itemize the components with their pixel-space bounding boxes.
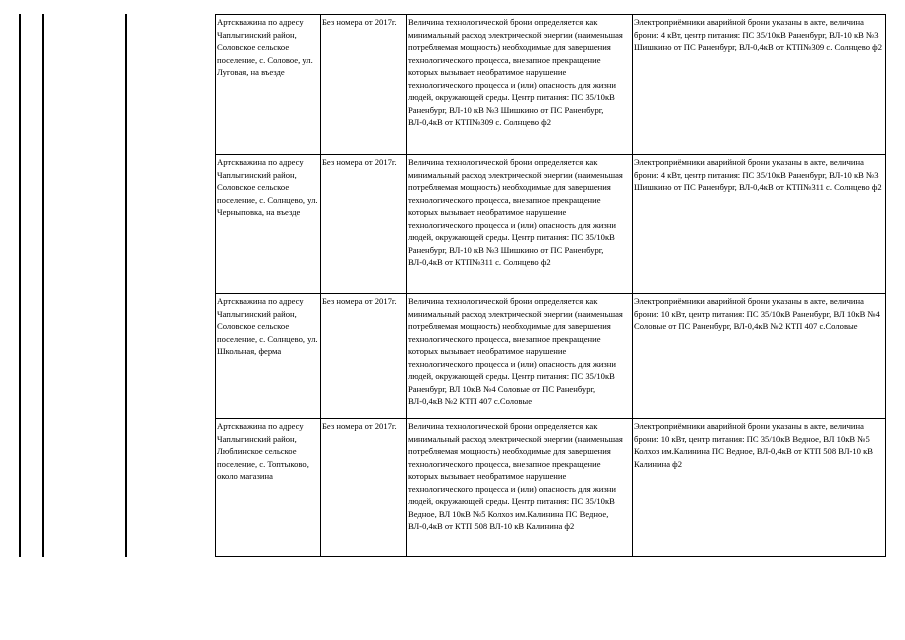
table-row (216, 294, 886, 419)
address-cell: Артскважина по адресу Чаплыгинский район, Люблинское сельское поселение, с. Топтыково, около магазина (216, 419, 321, 557)
address-cell: Артскважина по адресу Чаплыгинский район, Соловское сельское поселение, с. Солнцево, ул. Черныповка, на въезде (216, 155, 321, 294)
description-cell: Величина технологической брони определяется как минимальный расход электрической энергии (наименьшая потребляемая мощность) необходимые для завершения технологического процесса, внезапное прекращение которых вызывает необратимое нарушение технологического процесса и (или) опасность для жизни людей, окружающей среды. Центр питания: ПС 35/10кВ Раненбург, ВЛ-10 кВ №3 Шишкино от ПС Раненбург, ВЛ-0,4кВ от КТП№311 с. Солнцево ф2 (407, 155, 633, 294)
number-cell: Без номера от 2017г. (321, 294, 407, 419)
description-cell: Величина технологической брони определяется как минимальный расход электрической энергии (наименьшая потребляемая мощность) необходимые для завершения технологического процесса, внезапное прекращение которых вызывает необратимое нарушение технологического процесса и (или) опасность для жизни людей, окружающей среды. Центр питания: ПС 35/10кВ Ведное, ВЛ 10кВ №5 Колхоз им.Калинина ПС Ведное, ВЛ-0,4кВ от КТП 508 ВЛ-10 кВ Калинина ф2 (407, 419, 633, 557)
note-cell: Электроприёмники аварийной брони указаны в акте, величина брони: 10 кВт, центр питания: ПС 35/10кВ Ведное, ВЛ 10кВ №5 Колхоз им.Калинина ПС Ведное, ВЛ-0,4кВ от КТП 508 ВЛ-10 кВ Калинина ф2 (633, 419, 886, 557)
number-cell: Без номера от 2017г. (321, 419, 407, 557)
table-row (216, 419, 886, 557)
left-border-line-2 (42, 14, 44, 557)
description-cell: Величина технологической брони определяется как минимальный расход электрической энергии (наименьшая потребляемая мощность) необходимые для завершения технологического процесса, внезапное прекращение которых вызывает необратимое нарушение технологического процесса и (или) опасность для жизни людей, окружающей среды. Центр питания: ПС 35/10кВ Раненбург, ВЛ 10кВ №4 Соловые от ПС Раненбург, ВЛ-0,4кВ №2 КТП 407 с.Соловые (407, 294, 633, 419)
address-cell: Артскважина по адресу Чаплыгинский район, Соловское сельское поселение, с. Соловое, ул. Луговая, на въезде (216, 15, 321, 155)
note-cell: Электроприёмники аварийной брони указаны в акте, величина брони: 4 кВт, центр питания: ПС 35/10кВ Раненбург, ВЛ-10 кВ №3 Шишкино от ПС Раненбург, ВЛ-0,4кВ от КТП№311 с. Солнцево ф2 (633, 155, 886, 294)
table-row (216, 155, 886, 294)
number-cell: Без номера от 2017г. (321, 155, 407, 294)
note-cell: Электроприёмники аварийной брони указаны в акте, величина брони: 4 кВт, центр питания: ПС 35/10кВ Раненбург, ВЛ-10 кВ №3 Шишкино от ПС Раненбург, ВЛ-0,4кВ от КТП№309 с. Солнцево ф2 (633, 15, 886, 155)
reserve-table (215, 14, 886, 557)
left-border-line-1 (19, 14, 21, 557)
left-border-line-3 (125, 14, 127, 557)
table-row (216, 15, 886, 155)
description-cell: Величина технологической брони определяется как минимальный расход электрической энергии (наименьшая потребляемая мощность) необходимые для завершения технологического процесса, внезапное прекращение которых вызывает необратимое нарушение технологического процесса и (или) опасность для жизни людей, окружающей среды. Центр питания: ПС 35/10кВ Раненбург, ВЛ-10 кВ №3 Шишкино от ПС Раненбург, ВЛ-0,4кВ от КТП№309 с. Солнцево ф2 (407, 15, 633, 155)
number-cell: Без номера от 2017г. (321, 15, 407, 155)
note-cell: Электроприёмники аварийной брони указаны в акте, величина брони: 10 кВт, центр питания: ПС 35/10кВ Раненбург, ВЛ 10кВ №4 Соловые от ПС Раненбург, ВЛ-0,4кВ №2 КТП 407 с.Соловые (633, 294, 886, 419)
address-cell: Артскважина по адресу Чаплыгинский район, Соловское сельское поселение, с. Солнцево, ул. Школьная, ферма (216, 294, 321, 419)
